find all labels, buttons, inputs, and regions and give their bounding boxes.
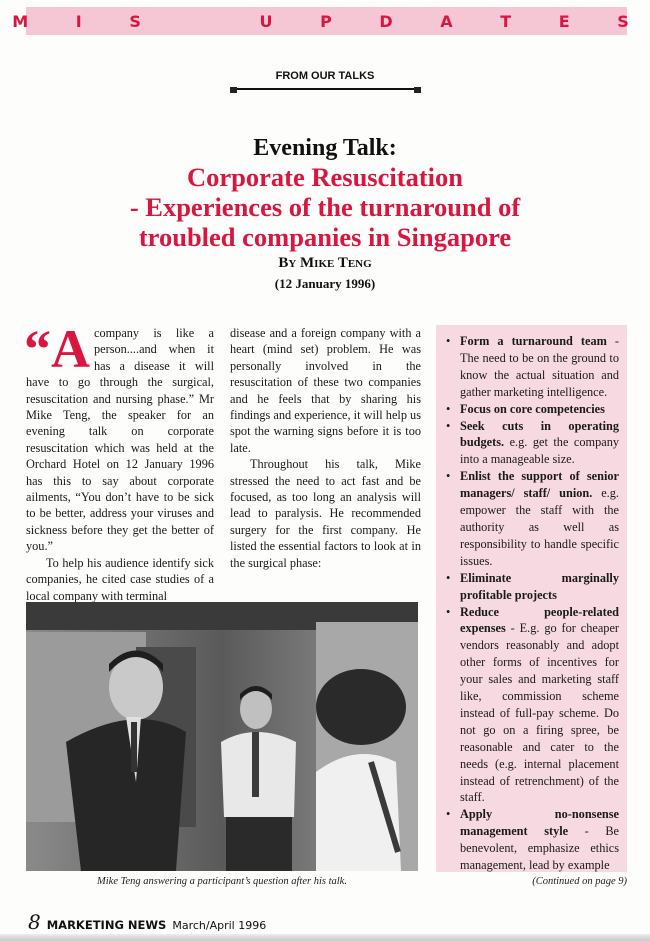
factor-item — [446, 418, 619, 469]
article-date: (12 January 1996) — [274, 276, 376, 291]
title-block — [60, 134, 590, 294]
person-tie — [131, 722, 137, 772]
bullet-icon: • — [446, 604, 451, 619]
factor-title: Apply no-nonsense management style — [460, 807, 619, 839]
factor-detail: e.g. get the company into a manageable size. — [460, 435, 619, 467]
bullet-icon: • — [446, 334, 451, 348]
rule-cap-right — [414, 87, 421, 93]
factor-item — [446, 333, 619, 401]
continued-note: (Continued on page 9) — [532, 876, 627, 887]
factor-title: Seek cuts in operating budgets. — [460, 418, 619, 450]
byline: By Mike Teng — [278, 255, 372, 271]
factor-title: Reduce people-related expenses — [460, 604, 619, 636]
paragraph: company is like a person....and when it has a disease it will have to go through the surgical, resuscitation and nursing phase.” Mr Mike Teng, the speaker for an evening talk on corporate resuscitation which was held at the Orchard Hotel on 12 January 1996 has this to say about corporate ailments, “You don’t have to be sick to be better, address your viruses and sickness before they get the better of you.” — [26, 326, 214, 554]
factor-title: Eliminate marginally profitable projects — [460, 570, 619, 602]
section-header-title: M I S U P D A T E S — [12, 11, 641, 31]
factor-item — [446, 468, 619, 569]
bullet-icon: • — [446, 469, 451, 484]
article-column-1 — [24, 319, 214, 604]
paragraph: To help his audience identify sick companies, he cited case studies of a local company with terminal — [26, 555, 214, 603]
headline-line: - Experiences of the turnaround of — [129, 192, 521, 222]
factor-detail: e.g. empower the staff with the authority as well as responsibility to handle specific issues. — [460, 486, 619, 568]
factor-detail: - E.g. go for cheaper vendors reasonably and adopt other forms of incentives for your sales and marketing staff like, commission scheme instead of full-pay scheme. Do not go on a firing spree, be reasonable and cater to the needs (e.g. internal placement instead of retrenchment) of the staff. — [460, 621, 619, 805]
publication-name: MARKETING NEWS — [46, 918, 167, 932]
page-footer — [28, 910, 266, 934]
factor-title: Focus on core competencies — [460, 401, 605, 416]
factor-title: Enlist the support of senior managers/ staff/ union. — [460, 469, 619, 501]
factor-item — [446, 806, 619, 874]
factor-item — [446, 604, 619, 807]
bullet-icon: • — [446, 570, 451, 585]
photo-caption: Mike Teng answering a participant’s question after his talk. — [97, 876, 347, 887]
factor-detail: - The need to be on the ground to know the actual situation and gather marketing intelligence. — [460, 334, 619, 399]
headline-line: Corporate Resuscitation — [187, 162, 463, 192]
section-label: FROM OUR TALKS — [275, 70, 375, 82]
person-tie — [252, 732, 259, 797]
bullet-icon: • — [446, 401, 451, 416]
rule-cap-left — [230, 87, 237, 93]
section-header-band — [12, 7, 641, 35]
drop-cap: “A — [24, 319, 90, 379]
factors-list — [436, 325, 627, 874]
bullet-icon: • — [446, 807, 451, 822]
factor-title: Form a turnaround team — [460, 334, 607, 348]
paragraph: disease and a foreign company with a heart (mind set) problem. He was personally involved in the resuscitation of these two companies and he feels that by sharing his findings and experience, it will help us spot the warning signs before it is too late. — [230, 326, 421, 455]
factors-sidebar — [436, 325, 627, 872]
issue-date: March/April 1996 — [172, 919, 267, 932]
person-trousers — [226, 817, 292, 871]
paragraph: Throughout his talk, Mike stressed the need to act fast and be focused, as too long an analysis will lead to paralysis. He recommended surgery for the first company. He listed the essential factors to look at in the surgical phase: — [230, 457, 421, 570]
article-kicker: Evening Talk: — [253, 135, 397, 161]
scan-edge-shadow — [0, 934, 650, 941]
headline-line: troubled companies in Singapore — [138, 222, 512, 252]
photo-illustration — [26, 602, 418, 871]
page-number: 8 — [28, 910, 41, 934]
article-column-2 — [230, 325, 421, 571]
factor-item — [446, 401, 619, 418]
person-suit — [66, 719, 186, 871]
factor-detail: - Be benevolent, emphasize ethics management, lead by example — [460, 824, 619, 873]
section-rule — [234, 88, 416, 90]
person-hair — [316, 669, 406, 745]
event-photo — [26, 602, 418, 871]
bullet-icon: • — [446, 418, 451, 433]
factor-item — [446, 570, 619, 604]
